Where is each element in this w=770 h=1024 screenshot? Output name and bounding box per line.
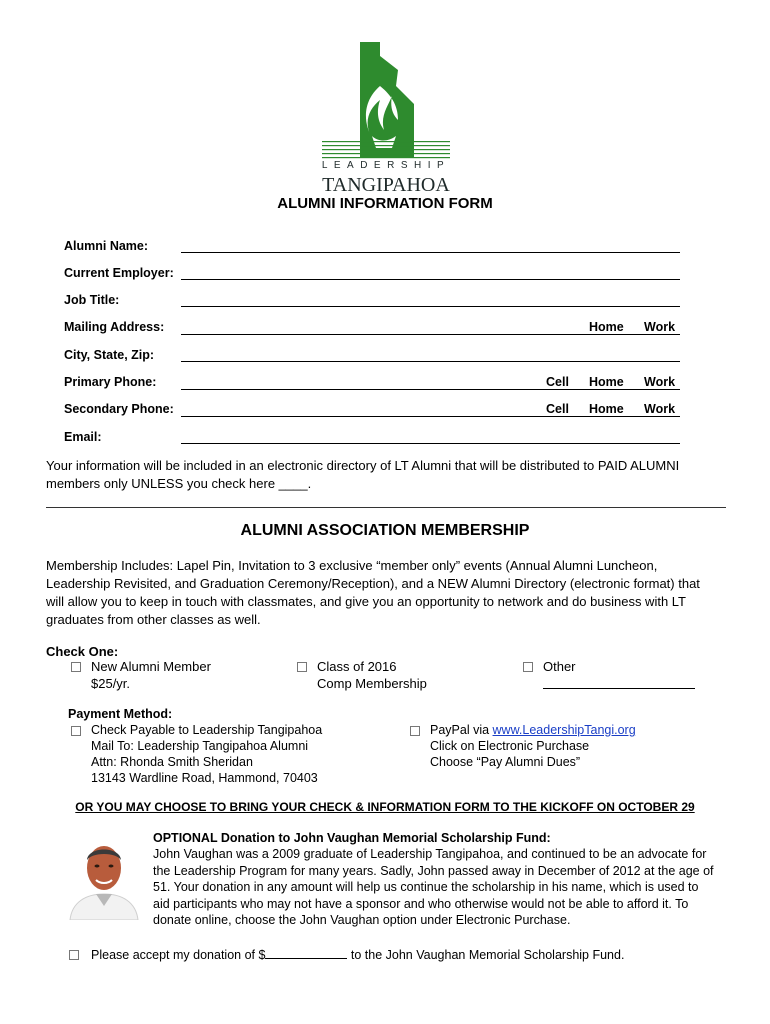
paypal-line-2: Click on Electronic Purchase [430, 739, 590, 753]
secondary-work-option[interactable]: Work [644, 402, 676, 416]
donation-body-line-2: the Leadership Program for many years. Sadly, John passed away in December of 2012 at the age of [153, 864, 714, 878]
other-label: Other [543, 659, 576, 674]
alumni-name-field[interactable] [181, 252, 680, 253]
check-payment-checkbox[interactable] [71, 726, 81, 736]
city-state-zip-label: City, State, Zip: [64, 348, 155, 362]
primary-work-option[interactable]: Work [644, 375, 676, 389]
class-2016-label: Class of 2016 [317, 659, 397, 674]
john-vaughan-photo [66, 836, 142, 920]
leadership-tangipahoa-logo [318, 40, 454, 195]
membership-description-line-2: Leadership Revisited, and Graduation Ceremony/Reception), and a NEW Alumni Directory (electronic format) that [46, 576, 700, 591]
donation-body-line-5: donate online, choose the John Vaughan option under Electronic Purchase. [153, 913, 571, 927]
alumni-name-label: Alumni Name: [64, 239, 149, 253]
directory-notice-line-2: members only UNLESS you check here ____. [46, 476, 312, 491]
secondary-phone-field[interactable] [181, 416, 680, 417]
payment-method-title: Payment Method: [68, 707, 173, 721]
donation-body-line-3: 51. Your donation in any amount will help us continue the scholarship in his name, which is used to [153, 880, 699, 894]
secondary-cell-option[interactable]: Cell [546, 402, 569, 416]
other-field[interactable] [543, 688, 695, 689]
job-title-label: Job Title: [64, 293, 120, 307]
membership-title: ALUMNI ASSOCIATION MEMBERSHIP [240, 522, 530, 539]
paypal-link[interactable]: www.LeadershipTangi.org [492, 723, 636, 737]
email-field[interactable] [181, 443, 680, 444]
check-payment-line-1: Check Payable to Leadership Tangipahoa [91, 723, 323, 737]
paypal-line-3: Choose “Pay Alumni Dues” [430, 755, 581, 769]
donation-accept-prefix: Please accept my donation of $ [91, 948, 266, 962]
primary-home-option[interactable]: Home [589, 375, 624, 389]
new-member-price: $25/yr. [91, 676, 131, 691]
membership-description-line-3: will allow you to keep in touch with classmates, and give you an opportunity to network and do business with LT [46, 594, 686, 609]
other-checkbox[interactable] [523, 662, 533, 672]
new-member-label: New Alumni Member [91, 659, 211, 674]
mailing-home-option[interactable]: Home [589, 320, 624, 334]
city-state-zip-field[interactable] [181, 361, 680, 362]
directory-notice-line-1: Your information will be included in an electronic directory of LT Alumni that will be distributed to PAID ALUMNI [46, 458, 680, 473]
logo-word: LEADERSHIP [321, 160, 451, 171]
paypal-checkbox[interactable] [410, 726, 420, 736]
portrait-icon [66, 836, 142, 920]
mailing-address-field[interactable] [181, 334, 680, 335]
check-one-label: Check One: [46, 644, 119, 659]
logo-name: TANGIPAHOA [322, 174, 450, 196]
membership-description-line-1: Membership Includes: Lapel Pin, Invitation to 3 exclusive “member only” events (Annual Alumni Luncheon, [46, 558, 658, 573]
class-2016-checkbox[interactable] [297, 662, 307, 672]
current-employer-field[interactable] [181, 279, 680, 280]
section-divider [46, 507, 726, 508]
donation-body-line-1: John Vaughan was a 2009 graduate of Leadership Tangipahoa, and continued to be an advocate for [153, 847, 707, 861]
membership-description-line-4: graduates from other classes as well. [46, 612, 261, 627]
paypal-line-1 [430, 722, 636, 738]
mailing-address-label: Mailing Address: [64, 320, 165, 334]
secondary-phone-label: Secondary Phone: [64, 402, 174, 416]
current-employer-label: Current Employer: [64, 266, 174, 280]
primary-cell-option[interactable]: Cell [546, 375, 569, 389]
form-title: ALUMNI INFORMATION FORM [277, 195, 493, 212]
paypal-prefix: PayPal via [430, 723, 493, 737]
donation-accept-suffix: to the John Vaughan Memorial Scholarship Fund. [347, 948, 625, 962]
mailing-work-option[interactable]: Work [644, 320, 676, 334]
donation-accept-line [91, 946, 624, 963]
email-label: Email: [64, 430, 102, 444]
check-payment-line-2: Mail To: Leadership Tangipahoa Alumni [91, 739, 309, 753]
primary-phone-label: Primary Phone: [64, 375, 157, 389]
donation-amount-field[interactable] [265, 946, 347, 959]
donation-body-line-4: aid participants who may not have a sponsor and who otherwise would not be able to afford it. To [153, 897, 689, 911]
new-member-checkbox[interactable] [71, 662, 81, 672]
check-payment-line-3: Attn: Rhonda Smith Sheridan [91, 755, 253, 769]
donation-checkbox[interactable] [69, 950, 79, 960]
torch-logo-icon [318, 40, 454, 195]
kickoff-notice: OR YOU MAY CHOOSE TO BRING YOUR CHECK & INFORMATION FORM TO THE KICKOFF ON OCTOBER 29 [75, 800, 695, 814]
job-title-field[interactable] [181, 306, 680, 307]
comp-membership-label: Comp Membership [317, 676, 427, 691]
check-payment-line-4: 13143 Wardline Road, Hammond, 70403 [91, 771, 318, 785]
primary-phone-field[interactable] [181, 389, 680, 390]
secondary-home-option[interactable]: Home [589, 402, 624, 416]
donation-title: OPTIONAL Donation to John Vaughan Memorial Scholarship Fund: [153, 831, 551, 845]
